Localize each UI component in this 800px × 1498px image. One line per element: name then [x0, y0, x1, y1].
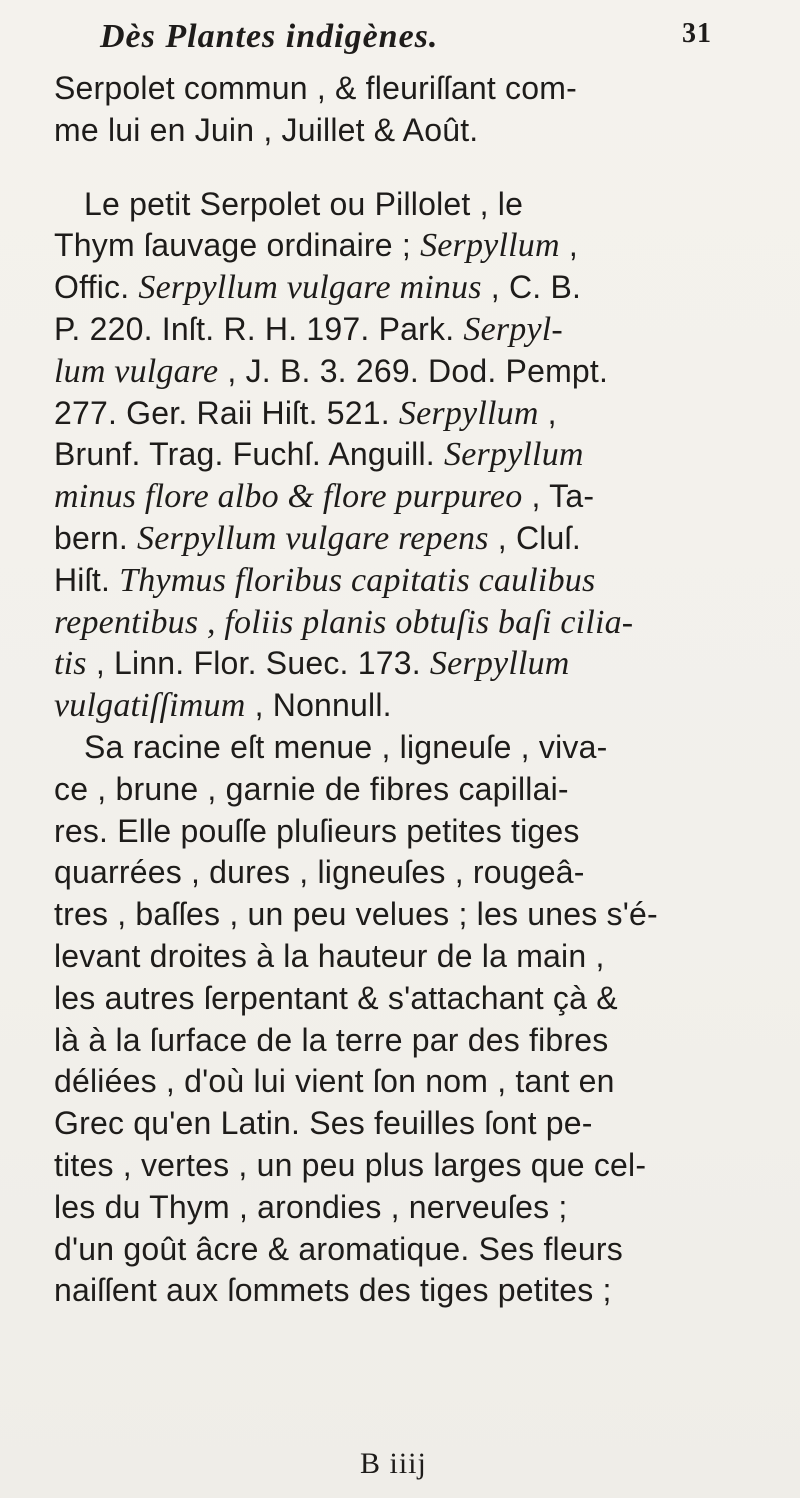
text-segment: tites , vertes , un peu plus larges que cel- [54, 1146, 647, 1183]
italic-segment: Serpyllum [398, 394, 539, 432]
italic-segment: Thymus floribus capitatis caulibus [119, 561, 596, 599]
text-segment: d'un goût âcre & aromatique. Ses fleurs [54, 1230, 623, 1267]
text-segment: Brunf. Trag. Fuchſ. Anguill. [54, 436, 444, 473]
text-line [54, 811, 774, 853]
text-segment: quarrées , dures , ligneuſes , rougeâ- [54, 854, 585, 891]
text-line [54, 852, 774, 894]
text-segment: , C. B. [481, 269, 582, 306]
text-segment: , [559, 227, 578, 264]
text-line [54, 476, 774, 518]
text-line [54, 110, 774, 152]
italic-segment: minus flore albo & flore purpureo [54, 478, 523, 516]
text-segment: Offic. [54, 269, 139, 306]
text-line [54, 393, 774, 435]
text-line [54, 1145, 774, 1187]
page-number: 31 [682, 18, 712, 49]
text-segment: là à la ſurface de la terre par des fibres [54, 1021, 609, 1058]
italic-segment: Serpyllum [444, 436, 584, 474]
text-line [54, 1187, 774, 1229]
text-line [54, 225, 774, 267]
text-line [54, 1229, 774, 1271]
body-text [54, 68, 774, 1312]
text-line [54, 68, 774, 110]
text-segment: , Linn. Flor. Suec. 173. [86, 645, 430, 682]
text-line [54, 769, 774, 811]
italic-segment: Serpyllum vulgare repens [137, 519, 489, 557]
text-segment: les autres ſerpentant & s'attachant çà & [54, 979, 618, 1016]
text-segment: , [538, 394, 557, 431]
italic-segment: tis [54, 645, 87, 683]
running-title: Dès Plantes indigènes. [100, 18, 439, 55]
text-line [54, 978, 774, 1020]
text-line [54, 936, 774, 978]
text-line [54, 184, 774, 226]
text-line [54, 643, 774, 685]
text-segment: res. Elle pouſſe pluſieurs petites tiges [54, 812, 580, 849]
text-segment: me lui en Juin , Juillet & Août. [54, 111, 479, 148]
text-segment: Serpolet commun , & fleuriſſant com- [54, 70, 577, 106]
signature-mark: B iiij [360, 1447, 427, 1480]
text-segment: Grec qu'en Latin. Ses feuilles ſont pe- [54, 1105, 593, 1142]
text-segment: tres , baſſes , un peu velues ; les unes s'é- [54, 896, 658, 933]
italic-segment: Serpyllum [429, 645, 570, 683]
text-segment: Sa racine eſt menue , ligneuſe , viva- [84, 728, 608, 765]
text-line [54, 1061, 774, 1103]
italic-segment: Serpyllum vulgare minus [138, 269, 482, 307]
text-segment: , Ta- [522, 478, 595, 515]
text-segment: Hiſt. [54, 561, 120, 598]
text-segment: ce , brune , garnie de fibres capillai- [54, 770, 569, 807]
text-segment: les du Thym , arondies , nerveuſes ; [54, 1188, 568, 1225]
text-segment: bern. [54, 519, 138, 556]
text-segment: P. 220. Inſt. R. H. 197. Park. [54, 310, 464, 347]
text-line [54, 727, 774, 769]
text-line [54, 894, 774, 936]
italic-segment: lum vulgare [54, 352, 219, 390]
italic-segment: repentibus , foliis planis obtuſis baſi cilia- [54, 603, 634, 641]
text-segment: , Cluſ. [488, 519, 581, 556]
text-line [54, 434, 774, 476]
text-segment: Le petit Serpolet ou Pillolet , le [84, 185, 524, 222]
text-segment: Thym ſauvage ordinaire ; [54, 227, 421, 264]
running-head [100, 18, 712, 68]
text-line [54, 1270, 774, 1312]
text-segment: , J. B. 3. 269. Dod. Pempt. [218, 352, 609, 389]
paragraph-gap [54, 152, 774, 184]
text-segment: déliées , d'où lui vient ſon nom , tant en [54, 1063, 615, 1100]
text-line [54, 518, 774, 560]
text-segment: levant droites à la hauteur de la main , [54, 937, 605, 974]
text-line [54, 1103, 774, 1145]
text-segment: naiſſent aux ſommets des tiges petites ; [54, 1272, 612, 1309]
text-segment: 277. Ger. Raii Hiſt. 521. [54, 394, 399, 431]
text-line [54, 351, 774, 393]
text-segment: , Nonnull. [245, 687, 392, 724]
italic-segment: vulgatiſſimum [54, 687, 246, 725]
text-line [54, 685, 774, 727]
text-line [54, 1020, 774, 1062]
text-line [54, 309, 774, 351]
italic-segment: Serpyllum [420, 227, 560, 265]
text-line [54, 602, 774, 644]
italic-segment: Serpyl- [463, 310, 563, 348]
text-line [54, 560, 774, 602]
text-line [54, 267, 774, 309]
